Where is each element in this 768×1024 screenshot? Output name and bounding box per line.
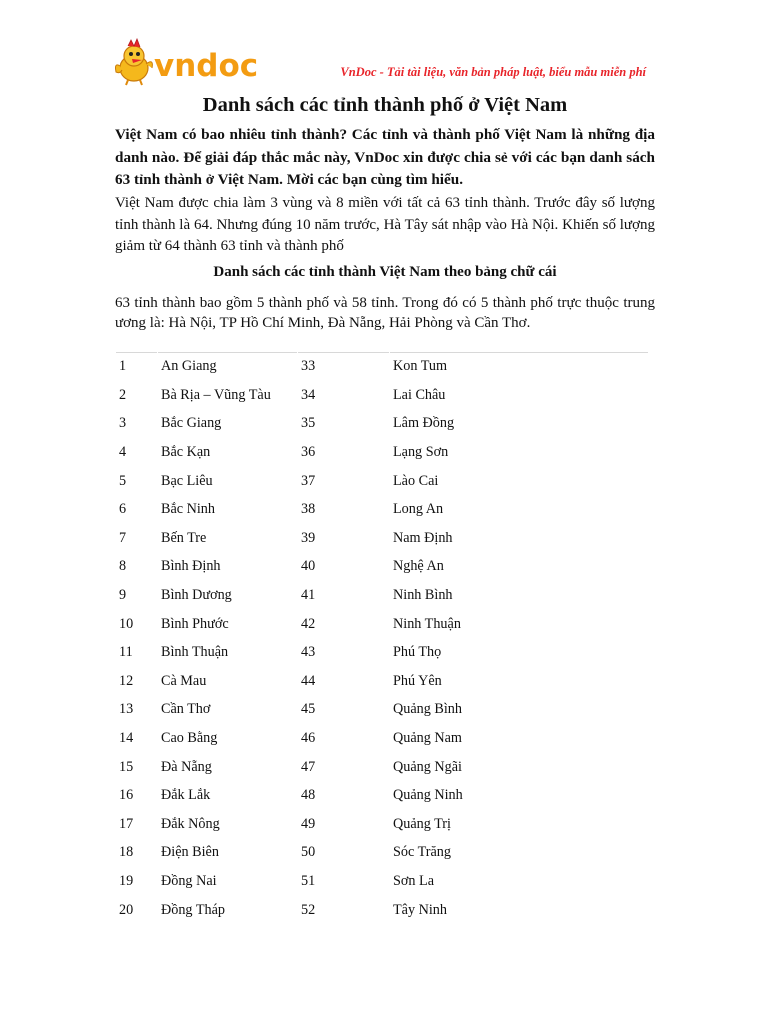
provinces-table <box>115 352 649 925</box>
province-number: 14 <box>116 724 158 753</box>
province-number: 46 <box>298 724 390 753</box>
province-number: 44 <box>298 667 390 696</box>
table-row <box>116 553 649 582</box>
table-row <box>116 638 649 667</box>
provinces-table-body <box>116 353 649 925</box>
province-name: Quảng Nam <box>390 724 649 753</box>
province-number: 52 <box>298 896 390 925</box>
province-name: Nghệ An <box>390 553 649 582</box>
svg-text:vndoc: vndoc <box>154 48 259 84</box>
province-number: 47 <box>298 753 390 782</box>
province-number: 4 <box>116 438 158 467</box>
province-name: Nam Định <box>390 524 649 553</box>
province-name: Long An <box>390 495 649 524</box>
province-name: Cà Mau <box>158 667 298 696</box>
table-row <box>116 696 649 725</box>
province-number: 40 <box>298 553 390 582</box>
province-name: Bắc Kạn <box>158 438 298 467</box>
province-number: 39 <box>298 524 390 553</box>
province-name: Bình Định <box>158 553 298 582</box>
body-paragraph-1: Việt Nam được chia làm 3 vùng và 8 miền với tất cả 63 tỉnh thành. Trước đây số lượng tỉnh thành là 64. Nhưng đúng 10 năm trước, Hà Tây sát nhập vào Hà Nội. Khiến số lượng giảm từ 64 thành 63 tỉnh và thành phố <box>115 195 655 254</box>
province-name: Kon Tum <box>390 353 649 382</box>
table-row <box>116 524 649 553</box>
province-name: Lào Cai <box>390 467 649 496</box>
vndoc-logo[interactable] <box>112 38 262 86</box>
province-name: Ninh Bình <box>390 581 649 610</box>
table-row <box>116 381 649 410</box>
province-number: 9 <box>116 581 158 610</box>
table-row <box>116 581 649 610</box>
province-number: 35 <box>298 410 390 439</box>
province-number: 43 <box>298 638 390 667</box>
site-tagline: VnDoc - Tải tài liệu, văn bản pháp luật, biểu mẫu miễn phí <box>340 65 646 79</box>
province-number: 45 <box>298 696 390 725</box>
province-name: Đắk Nông <box>158 810 298 839</box>
province-name: Phú Yên <box>390 667 649 696</box>
table-row <box>116 896 649 925</box>
province-number: 51 <box>298 867 390 896</box>
province-number: 38 <box>298 495 390 524</box>
province-number: 48 <box>298 781 390 810</box>
province-number: 36 <box>298 438 390 467</box>
province-number: 33 <box>298 353 390 382</box>
province-number: 15 <box>116 753 158 782</box>
province-name: Đồng Nai <box>158 867 298 896</box>
province-number: 34 <box>298 381 390 410</box>
province-name: Ninh Thuận <box>390 610 649 639</box>
table-row <box>116 753 649 782</box>
province-name: Cần Thơ <box>158 696 298 725</box>
province-name: Sóc Trăng <box>390 839 649 868</box>
province-name: Bắc Giang <box>158 410 298 439</box>
province-name: Tây Ninh <box>390 896 649 925</box>
table-row <box>116 467 649 496</box>
province-number: 6 <box>116 495 158 524</box>
province-number: 3 <box>116 410 158 439</box>
province-name: Quảng Ngãi <box>390 753 649 782</box>
province-name: Đồng Tháp <box>158 896 298 925</box>
page-header <box>112 38 660 88</box>
table-row <box>116 667 649 696</box>
province-number: 19 <box>116 867 158 896</box>
province-name: Bình Dương <box>158 581 298 610</box>
table-row <box>116 495 649 524</box>
province-name: Đắk Lắk <box>158 781 298 810</box>
province-number: 7 <box>116 524 158 553</box>
province-number: 49 <box>298 810 390 839</box>
province-name: An Giang <box>158 353 298 382</box>
province-number: 41 <box>298 581 390 610</box>
province-number: 20 <box>116 896 158 925</box>
province-name: Lạng Sơn <box>390 438 649 467</box>
province-number: 18 <box>116 839 158 868</box>
province-name: Bạc Liêu <box>158 467 298 496</box>
province-name: Lai Châu <box>390 381 649 410</box>
table-row <box>116 410 649 439</box>
table-row <box>116 353 649 382</box>
body-paragraph-2: 63 tỉnh thành bao gồm 5 thành phố và 58 tỉnh. Trong đó có 5 thành phố trực thuộc trung ương là: Hà Nội, TP Hồ Chí Minh, Đà Nẵng, Hải Phòng và Cần Thơ. <box>115 295 655 331</box>
table-row <box>116 867 649 896</box>
province-name: Phú Thọ <box>390 638 649 667</box>
province-name: Cao Bằng <box>158 724 298 753</box>
province-number: 10 <box>116 610 158 639</box>
table-row <box>116 724 649 753</box>
province-number: 5 <box>116 467 158 496</box>
province-number: 2 <box>116 381 158 410</box>
table-row <box>116 781 649 810</box>
section-heading: Danh sách các tỉnh thành Việt Nam theo bảng chữ cái <box>213 264 557 280</box>
province-number: 16 <box>116 781 158 810</box>
province-name: Quảng Ninh <box>390 781 649 810</box>
province-name: Quảng Trị <box>390 810 649 839</box>
province-name: Lâm Đồng <box>390 410 649 439</box>
province-number: 8 <box>116 553 158 582</box>
intro-paragraph: Việt Nam có bao nhiêu tỉnh thành? Các tỉnh và thành phố Việt Nam là những địa danh nào. Để giải đáp thắc mắc này, VnDoc xin được chia sẻ với các bạn danh sách 63 tỉnh thành ở Việt Nam. Mời các bạn cùng tìm hiểu. <box>115 126 655 188</box>
province-name: Bà Rịa – Vũng Tàu <box>158 381 298 410</box>
province-number: 12 <box>116 667 158 696</box>
province-name: Bình Thuận <box>158 638 298 667</box>
province-number: 13 <box>116 696 158 725</box>
province-number: 50 <box>298 839 390 868</box>
province-name: Đà Nẵng <box>158 753 298 782</box>
province-number: 11 <box>116 638 158 667</box>
province-name: Bắc Ninh <box>158 495 298 524</box>
table-row <box>116 610 649 639</box>
province-name: Sơn La <box>390 867 649 896</box>
chick-mascot-icon <box>112 38 262 86</box>
province-name: Điện Biên <box>158 839 298 868</box>
table-row <box>116 839 649 868</box>
page-title: Danh sách các tỉnh thành phố ở Việt Nam <box>202 94 568 116</box>
province-name: Quảng Bình <box>390 696 649 725</box>
table-row <box>116 810 649 839</box>
table-row <box>116 438 649 467</box>
province-name: Bình Phước <box>158 610 298 639</box>
province-number: 42 <box>298 610 390 639</box>
province-number: 1 <box>116 353 158 382</box>
province-name: Bến Tre <box>158 524 298 553</box>
province-number: 37 <box>298 467 390 496</box>
province-number: 17 <box>116 810 158 839</box>
